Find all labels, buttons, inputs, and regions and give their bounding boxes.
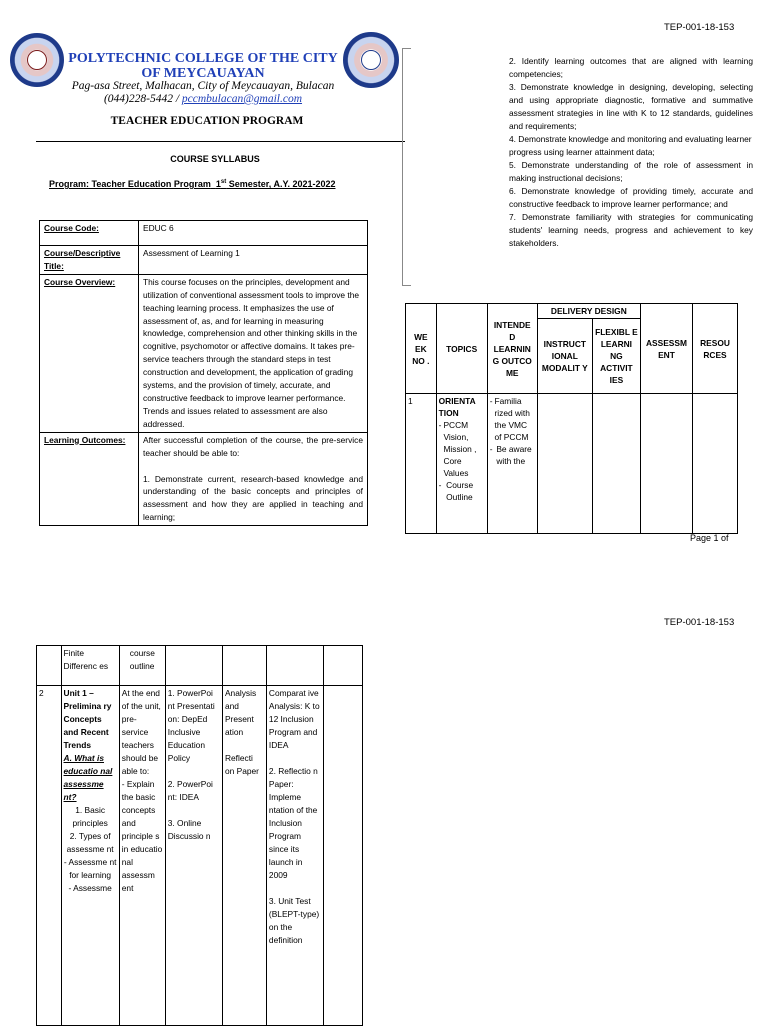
week-2-topics — [61, 686, 119, 1026]
week-1-row — [406, 394, 738, 534]
assessment-header: ASSESSM ENT — [640, 304, 692, 394]
week-header: WE EK NO . — [406, 304, 437, 394]
overview-label: Course Overview: — [40, 274, 139, 432]
outcome-5: 5. Demonstrate understanding of the role of assessment in making instructional decisions; — [509, 160, 753, 183]
week-1-topics — [436, 394, 487, 534]
course-plan-continued-clip — [36, 645, 362, 1024]
topic-item-outline: Course Outline — [446, 480, 474, 502]
week-1-ilo — [487, 394, 537, 534]
course-code-row — [40, 221, 368, 246]
ilo-item-vmc: Familia rized with the VMC of PCCM — [494, 396, 530, 442]
week-2-modality: 1. PowerPoi nt Presentati on: DepEd Inclusive Education Policy 2. PowerPoi nt: IDEA 3. Online Discussio n — [165, 686, 222, 1026]
email-link[interactable]: pccmbulacan@gmail.com — [181, 93, 303, 105]
cont-flex — [222, 646, 266, 686]
week-2-assessment: Comparat ive Analysis: K to 12 Inclusion Program and IDEA 2. Reflectio n Paper: Impleme ntation of the Inclusion Program since its launch in 2009 3. Unit Test (BLEPT-type) on the definition — [266, 686, 323, 1026]
document-code-page2: TEP-001-18-153 — [664, 617, 735, 628]
topic-a: A. What is educatio nal assessme nt? — [63, 753, 113, 802]
outcome-7: 7. Demonstrate familiarity with strategies for communicating students' learning needs, progress and achievement to key stakeholders. — [509, 212, 753, 248]
program-line: Program: Teacher Education Program — [49, 179, 211, 189]
college-address: Pag-asa Street, Malhacan, City of Meycauayan, Bulacan — [71, 80, 335, 92]
college-seal-logo — [343, 32, 399, 88]
title-label: Course/Descriptive Title: — [40, 246, 139, 275]
document-code: TEP-001-18-153 — [664, 22, 735, 33]
city-seal-logo — [10, 33, 64, 87]
course-plan-table — [405, 303, 738, 534]
continuation-bracket — [402, 48, 411, 286]
week-2-row — [37, 686, 363, 1026]
overview-text: This course focuses on the principles, development and utilization of conventional assessment tools to improve the teaching learning process. It emphasizes the use of assessment of, as, and for learning in measuring knowledge, comprehension and other thinking skills in the cognitive, psychomotor or affective domains. It takes pre-service teachers through the standard steps in test construction and development, the application of grading systems, and the provision of timely, accurate, and constructive feedback to improve learner performance. Trends and issues related to assessment are also addressed. — [139, 274, 368, 432]
outcome-3: 3. Demonstrate knowledge in designing, developing, selecting and using appropriate diagnostic, formative and summative assessment strategies in line with K to 12 standards, guidelines and requirements; — [509, 82, 753, 131]
week-1-assessment — [640, 394, 692, 534]
topic-item: - Course Outline — [439, 479, 485, 503]
modality-header: INSTRUCT IONAL MODALIT Y — [537, 319, 592, 394]
title-row — [40, 246, 368, 275]
course-info-table — [39, 220, 368, 526]
topics-header: TOPICS — [436, 304, 487, 394]
outcome-2: 2. Identify learning outcomes that are aligned with learning competencies; — [509, 56, 753, 79]
overview-row — [40, 274, 368, 432]
cont-ilo: course outline — [119, 646, 165, 686]
week-1-flex — [592, 394, 640, 534]
college-name: POLYTECHNIC COLLEGE OF THE CITY OF MEYCAUAYAN — [68, 51, 338, 81]
resources-header: RESOU RCES — [693, 304, 738, 394]
semester-suffix: st — [220, 179, 227, 185]
orientation-title: ORIENTA TION — [438, 396, 476, 418]
title-value: Assessment of Learning 1 — [139, 246, 368, 275]
cont-week — [37, 646, 62, 686]
outcome-4-cont: progress using learner attainment data; — [509, 147, 655, 157]
outcomes-label: Learning Outcomes: — [40, 432, 139, 525]
continued-row — [37, 646, 363, 686]
ilo-header: INTENDE D LEARNIN G OUTCO ME — [487, 304, 537, 394]
program-heading: TEACHER EDUCATION PROGRAM — [110, 115, 304, 127]
unit-1-title: Unit 1 – Prelimina ry Concepts and Recent Trends — [63, 688, 112, 750]
cont-assessment — [266, 646, 323, 686]
week-2-resources — [324, 686, 363, 1026]
continued-outcomes — [509, 55, 753, 282]
outcomes-cell — [139, 432, 368, 525]
course-code-label: Course Code: — [40, 221, 139, 246]
cont-topic: Finite Differenc es — [61, 646, 119, 686]
topic-item: - PCCM Vision, Mission , Core Values — [439, 419, 485, 479]
week-1-modality — [537, 394, 592, 534]
outcome-4: 4. Demonstrate knowledge and monitoring and evaluating learner — [509, 134, 752, 144]
phone-number: (044)228-5442 / — [103, 93, 182, 105]
course-code-value: EDUC 6 — [139, 221, 368, 246]
page-footer: Page 1 of — [690, 533, 729, 543]
outcome-6: 6. Demonstrate knowledge of providing timely, accurate and constructive feedback to improve learner performance; and — [509, 186, 753, 209]
ilo-item: - Be aware with the — [490, 443, 535, 467]
ilo-item: - Familia rized with the VMC of PCCM — [490, 395, 535, 443]
doc-title: COURSE SYLLABUS — [170, 154, 260, 164]
topic-item-vmc: PCCM Vision, Mission , Core Values — [443, 420, 477, 478]
week-2-ilo: At the end of the unit, pre-service teachers should be able to: - Explain the basic concepts and principle s in educatio nal assessm ent — [119, 686, 165, 1026]
week-2-flex: Analysis and Present ation Reflecti on Paper — [222, 686, 266, 1026]
header-rule — [36, 141, 405, 142]
outcomes-row — [40, 432, 368, 525]
topic-list: 1. Basic principles 2. Types of assessme nt - Assessme nt for learning - Assessme — [63, 805, 117, 893]
course-plan-clip — [405, 303, 738, 523]
semester-rest: Semester, A.Y. 2021-2022 — [226, 179, 336, 189]
program-semester-line — [49, 179, 336, 189]
outcome-1: 1. Demonstrate current, research-based knowledge and understanding of the basic concepts and principles of assessment and how they are applied in teaching and learning; — [143, 473, 363, 523]
flex-header: FLEXIBL E LEARNI NG ACTIVIT IES — [592, 319, 640, 394]
cont-modality — [165, 646, 222, 686]
ilo-item-aware: Be aware with the — [496, 444, 532, 466]
delivery-design-header: DELIVERY DESIGN — [537, 304, 640, 319]
week-2-number: 2 — [37, 686, 62, 1026]
week-1-resources — [693, 394, 738, 534]
outcomes-intro: After successful completion of the course, the pre-service teacher should be able to: — [143, 434, 363, 458]
course-plan-continued — [36, 645, 363, 1026]
week-1-number: 1 — [406, 394, 437, 534]
college-contact — [58, 92, 348, 106]
semester-number: 1 — [215, 179, 221, 189]
cont-resources — [324, 646, 363, 686]
